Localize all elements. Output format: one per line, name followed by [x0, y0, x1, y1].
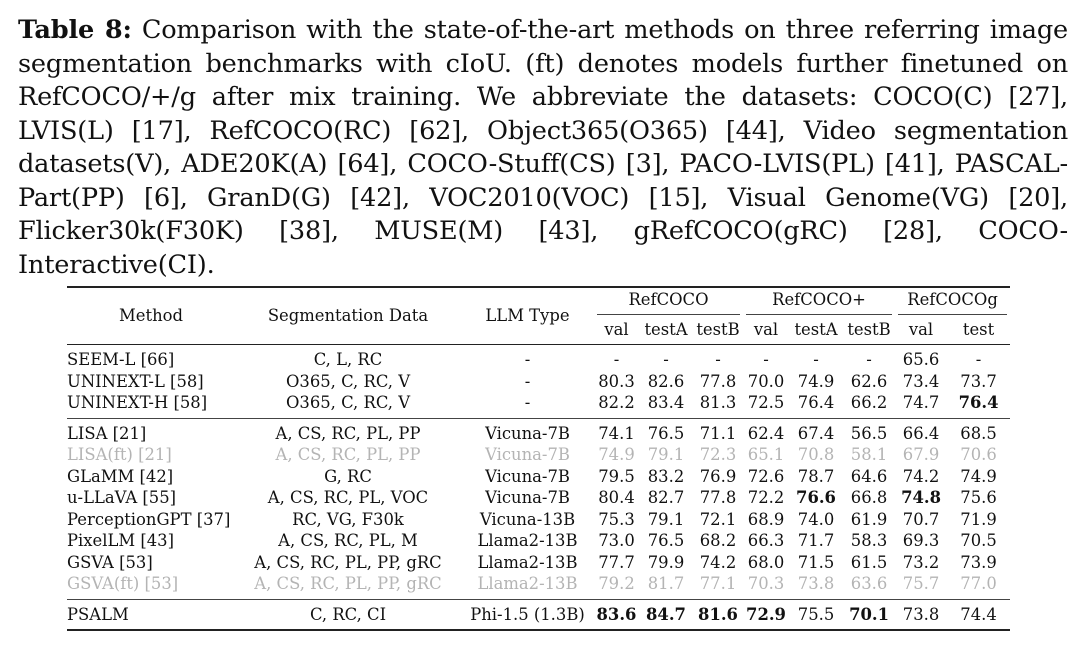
seg-data-cell: A, CS, RC, PL, PP: [235, 418, 461, 444]
score-cell: 64.6: [850, 466, 888, 486]
table-row: [67, 466, 1010, 488]
llm-cell: -: [524, 393, 531, 412]
caption-text: Comparison with the state-of-the-art methods on three referring image segmentation benchmarks with cIoU. (ft) denotes models further finetuned on RefCOCO/+/g after mix training. We abbreviate the datasets: COCO(C) [27], LVIS(L) [17], RefCOCO(RC) [62], Object365(O365) [44], Video segmentation datasets(V), ADE20K(A) [64], COCO-Stuff(CS) [3], PACO-LVIS(PL) [41], PASCAL-Part(PP) [6], GranD(G) [42], VOC2010(VOC) [15], Visual Genome(VG) [20], Flicker30k(F30K) [38], MUSE(M) [43], gRefCOCO(gRC) [28], COCO-Interactive(CI).: [18, 15, 1069, 280]
llm-cell: -: [461, 345, 594, 371]
score-cell: 74.0: [797, 509, 835, 529]
score-cell: 70.5: [960, 531, 997, 550]
method-cell: PerceptionGPT [37]: [67, 509, 231, 529]
score-cell: 79.2: [598, 574, 635, 593]
score-cell: 58.1: [850, 445, 888, 464]
score-cell: 78.7: [797, 466, 835, 486]
score-cell: 79.1: [647, 509, 685, 529]
llm-cell: Vicuna-7B: [485, 466, 570, 486]
llm-cell: Vicuna-7B: [485, 445, 570, 464]
method-cell: SEEM-L [66]: [67, 345, 235, 371]
score-cell: 74.1: [594, 418, 639, 444]
table-row: [67, 392, 1010, 418]
llm-cell: Vicuna-13B: [479, 509, 576, 529]
score-cell: 76.9: [699, 466, 737, 486]
llm-cell: Llama2-13B: [477, 552, 578, 572]
subheader: val: [604, 320, 629, 340]
seg-data-cell: A, CS, RC, PL, VOC: [267, 488, 429, 507]
score-cell: 68.5: [947, 418, 1010, 444]
score-cell: -: [743, 345, 789, 371]
score-cell: 70.1: [843, 599, 895, 630]
header-group-refcocoplus: RefCOCO+: [746, 289, 892, 315]
score-cell: 74.8: [901, 488, 941, 507]
header-seg-data: Segmentation Data: [235, 287, 461, 345]
score-cell: 71.1: [693, 418, 743, 444]
method-cell: LISA(ft) [21]: [67, 445, 172, 464]
method-cell: UNINEXT-H [58]: [67, 393, 208, 412]
score-cell: 71.7: [797, 531, 835, 550]
table-row: [67, 487, 1010, 509]
score-cell: -: [843, 345, 895, 371]
score-cell: 82.6: [647, 371, 685, 391]
score-cell: 74.2: [699, 552, 737, 572]
score-cell: 61.5: [850, 552, 888, 572]
seg-data-cell: A, CS, RC, PL, PP, gRC: [254, 552, 442, 572]
score-cell: 68.0: [747, 552, 785, 572]
score-cell: 72.1: [699, 509, 737, 529]
score-cell: 71.5: [797, 552, 835, 572]
method-cell: GSVA [53]: [67, 552, 153, 572]
score-cell: 77.8: [699, 371, 737, 391]
score-cell: 75.6: [960, 488, 997, 507]
score-cell: 73.9: [960, 552, 997, 572]
table-row: [67, 573, 1010, 599]
score-cell: 67.9: [902, 445, 940, 464]
subheader: testB: [847, 320, 891, 340]
method-cell: GLaMM [42]: [67, 466, 174, 486]
table-row: [67, 530, 1010, 552]
subheader: val: [908, 320, 934, 340]
subheader: testA: [794, 320, 838, 340]
score-cell: 68.2: [699, 531, 737, 550]
method-cell: LISA [21]: [67, 418, 235, 444]
seg-data-cell: O365, C, RC, V: [285, 371, 411, 391]
caption-label: Table 8:: [18, 15, 132, 45]
score-cell: 66.2: [850, 393, 888, 412]
score-cell: 77.0: [960, 574, 997, 593]
subheader: testA: [644, 320, 688, 340]
method-cell: u-LLaVA [55]: [67, 488, 177, 507]
seg-data-cell: C, RC, CI: [235, 599, 461, 630]
score-cell: 75.7: [902, 574, 940, 593]
score-cell: 61.9: [850, 509, 888, 529]
seg-data-cell: C, L, RC: [235, 345, 461, 371]
score-cell: 77.8: [699, 488, 737, 507]
seg-data-cell: A, CS, RC, PL, PP, gRC: [254, 574, 442, 593]
score-cell: 74.4: [947, 599, 1010, 630]
score-cell: 81.7: [647, 574, 685, 593]
score-cell: 77.1: [699, 574, 737, 593]
score-cell: 80.3: [598, 371, 635, 391]
score-cell: 83.4: [647, 393, 685, 412]
score-cell: 70.0: [747, 371, 785, 391]
score-cell: 70.6: [960, 445, 997, 464]
score-cell: 56.5: [843, 418, 895, 444]
score-cell: 79.5: [598, 466, 635, 486]
score-cell: 74.9: [797, 371, 835, 391]
score-cell: 72.6: [747, 466, 785, 486]
table-row: [67, 371, 1010, 393]
seg-data-cell: O365, C, RC, V: [285, 393, 411, 412]
method-cell: UNINEXT-L [58]: [67, 371, 204, 391]
score-cell: 76.4: [797, 393, 835, 412]
score-cell: 76.5: [639, 418, 693, 444]
score-cell: 80.4: [598, 488, 635, 507]
method-cell: PSALM: [67, 599, 235, 630]
table-caption: [18, 14, 1068, 282]
score-cell: -: [594, 345, 639, 371]
table-row: [67, 552, 1010, 574]
score-cell: 65.6: [895, 345, 947, 371]
table-row: [67, 599, 1010, 630]
score-cell: 74.9: [598, 445, 635, 464]
score-cell: 82.2: [598, 393, 635, 412]
score-cell: 63.6: [850, 574, 888, 593]
score-cell: 66.3: [747, 531, 785, 550]
seg-data-cell: A, CS, RC, PL, PP: [275, 445, 421, 464]
score-cell: 73.8: [895, 599, 947, 630]
score-cell: 72.2: [747, 488, 785, 507]
score-cell: 83.6: [594, 599, 639, 630]
header-group-refcoco: RefCOCO: [597, 289, 740, 315]
score-cell: 74.2: [902, 466, 940, 486]
score-cell: 73.8: [797, 574, 835, 593]
score-cell: 73.0: [598, 531, 635, 550]
score-cell: 65.1: [747, 445, 785, 464]
score-cell: 69.3: [902, 531, 940, 550]
score-cell: 77.7: [598, 552, 635, 572]
score-cell: -: [639, 345, 693, 371]
score-cell: 72.3: [699, 445, 737, 464]
seg-data-cell: RC, VG, F30k: [292, 509, 404, 529]
score-cell: 79.9: [647, 552, 685, 572]
score-cell: 73.7: [960, 371, 997, 391]
score-cell: 70.7: [902, 509, 940, 529]
score-cell: 70.3: [747, 574, 785, 593]
score-cell: 70.8: [797, 445, 835, 464]
score-cell: 68.9: [747, 509, 785, 529]
subheader: val: [753, 320, 779, 340]
subheader: test: [962, 320, 995, 340]
llm-cell: Phi-1.5 (1.3B): [461, 599, 594, 630]
results-table: [67, 286, 1010, 631]
score-cell: 66.8: [850, 488, 888, 507]
subheader: testB: [696, 320, 740, 340]
score-cell: 72.9: [743, 599, 789, 630]
score-cell: 74.7: [902, 393, 940, 412]
llm-cell: -: [524, 371, 531, 391]
seg-data-cell: A, CS, RC, PL, M: [278, 531, 418, 550]
table-row: [67, 444, 1010, 466]
header-method: Method: [67, 287, 235, 345]
score-cell: -: [947, 345, 1010, 371]
score-cell: 82.7: [647, 488, 685, 507]
score-cell: 81.3: [699, 393, 737, 412]
table-row: [67, 418, 1010, 444]
score-cell: 74.9: [960, 466, 997, 486]
score-cell: 76.4: [958, 393, 999, 412]
table-row: [67, 509, 1010, 531]
score-cell: 62.6: [850, 371, 888, 391]
llm-cell: Llama2-13B: [477, 531, 578, 550]
seg-data-cell: G, RC: [324, 466, 372, 486]
header-llm-type: LLM Type: [461, 287, 594, 345]
score-cell: 71.9: [960, 509, 997, 529]
score-cell: 67.4: [789, 418, 843, 444]
header-group-refcocog: RefCOCOg: [898, 289, 1007, 315]
method-cell: GSVA(ft) [53]: [67, 574, 179, 593]
score-cell: 75.3: [598, 509, 635, 529]
table-row: [67, 345, 1010, 371]
score-cell: 62.4: [743, 418, 789, 444]
method-cell: PixelLM [43]: [67, 531, 174, 550]
score-cell: 81.6: [693, 599, 743, 630]
score-cell: -: [693, 345, 743, 371]
llm-cell: Llama2-13B: [477, 574, 578, 593]
score-cell: 66.4: [895, 418, 947, 444]
score-cell: 73.4: [902, 371, 940, 391]
llm-cell: Vicuna-7B: [461, 418, 594, 444]
score-cell: 72.5: [747, 393, 785, 412]
score-cell: 84.7: [639, 599, 693, 630]
score-cell: 58.3: [850, 531, 888, 550]
score-cell: -: [789, 345, 843, 371]
score-cell: 76.6: [796, 488, 836, 507]
score-cell: 75.5: [789, 599, 843, 630]
llm-cell: Vicuna-7B: [485, 488, 570, 507]
score-cell: 79.1: [647, 445, 685, 464]
score-cell: 83.2: [647, 466, 685, 486]
score-cell: 76.5: [647, 531, 685, 550]
score-cell: 73.2: [902, 552, 940, 572]
